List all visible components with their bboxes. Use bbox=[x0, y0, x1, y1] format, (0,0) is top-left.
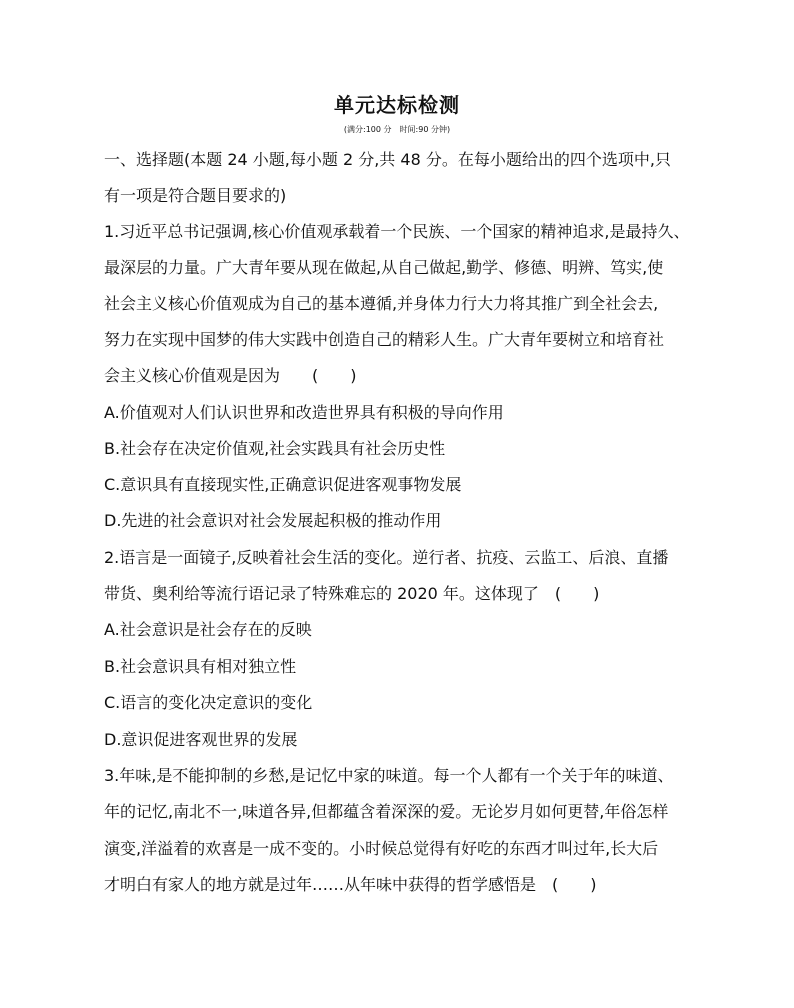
page-title: 单元达标检测 bbox=[334, 93, 460, 117]
question-1-option-a: A.价值观对人们认识世界和改造世界具有积极的导向作用 bbox=[104, 403, 504, 422]
question-2-option-c: C.语言的变化决定意识的变化 bbox=[104, 693, 313, 712]
question-1-line-3: 社会主义核心价值观成为自己的基本遵循,并身体力行大力将其推广到全社会去, bbox=[104, 294, 659, 313]
question-1-line-2: 最深层的力量。广大青年要从现在做起,从自己做起,勤学、修德、明辨、笃实,使 bbox=[104, 258, 664, 277]
section-heading-line-2: 有一项是符合题目要求的) bbox=[104, 186, 287, 205]
question-1-line-1: 1.习近平总书记强调,核心价值观承载着一个民族、一个国家的精神追求,是最持久、 bbox=[104, 222, 690, 241]
question-2-line-2: 带货、奥利给等流行语记录了特殊难忘的 2020 年。这体现了 ( ) bbox=[104, 584, 600, 603]
section-heading-line-1: 一、选择题(本题 24 小题,每小题 2 分,共 48 分。在每小题给出的四个选项中,只 bbox=[104, 150, 671, 169]
exam-meta: (满分:100 分 时间:90 分钟) bbox=[343, 125, 451, 134]
question-1-line-5: 会主义核心价值观是因为 ( ) bbox=[104, 366, 357, 385]
question-1-option-b: B.社会存在决定价值观,社会实践具有社会历史性 bbox=[104, 439, 446, 458]
question-3-line-3: 演变,洋溢着的欢喜是一成不变的。小时候总觉得有好吃的东西才叫过年,长大后 bbox=[104, 839, 659, 858]
question-1-option-c: C.意识具有直接现实性,正确意识促进客观事物发展 bbox=[104, 475, 462, 494]
question-3-line-1: 3.年味,是不能抑制的乡愁,是记忆中家的味道。每一个人都有一个关于年的味道、 bbox=[104, 766, 674, 785]
question-1-line-4: 努力在实现中国梦的伟大实践中创造自己的精彩人生。广大青年要树立和培育社 bbox=[104, 330, 665, 349]
question-2-option-b: B.社会意识具有相对独立性 bbox=[104, 657, 297, 676]
question-3-line-2: 年的记忆,南北不一,味道各异,但都蕴含着深深的爱。无论岁月如何更替,年俗怎样 bbox=[104, 802, 669, 821]
question-2-line-1: 2.语言是一面镜子,反映着社会生活的变化。逆行者、抗疫、云监工、后浪、直播 bbox=[104, 548, 669, 567]
question-2-option-a: A.社会意识是社会存在的反映 bbox=[104, 620, 312, 639]
question-2-option-d: D.意识促进客观世界的发展 bbox=[104, 730, 298, 749]
question-3-line-4: 才明白有家人的地方就是过年……从年味中获得的哲学感悟是 ( ) bbox=[104, 875, 597, 894]
question-1-option-d: D.先进的社会意识对社会发展起积极的推动作用 bbox=[104, 511, 442, 530]
